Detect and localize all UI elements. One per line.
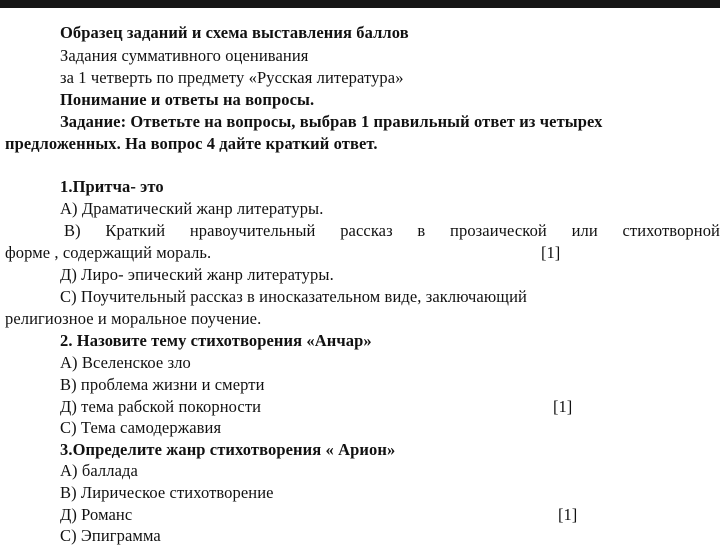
q1-option-a: А) Драматический жанр литературы. — [60, 199, 324, 218]
q1-option-c-line1: С) Поучительный рассказ в иносказательном виде, заключающий — [60, 287, 527, 306]
document-title: Образец заданий и схема выставления баллов — [60, 23, 409, 42]
q3-option-d: Д) Романс — [60, 505, 133, 524]
question-3: 3.Определите жанр стихотворения « Арион» — [60, 440, 396, 459]
q1-score-mark: [1] — [541, 243, 561, 262]
subtitle-subject: за 1 четверть по предмету «Русская литература» — [60, 68, 404, 87]
subtitle-assessment: Задания суммативного оценивания — [60, 46, 309, 65]
q2-option-b: В) проблема жизни и смерти — [60, 375, 265, 394]
q2-option-c: С) Тема самодержавия — [60, 418, 222, 437]
question-1-text: 1.Притча- это — [60, 177, 164, 196]
q1-option-b-line1: В) Краткий нравоучительный рассказ в прозаической или стихотворной — [64, 221, 720, 240]
q2-score-mark: [1] — [553, 397, 573, 416]
q2-option-a: А) Вселенское зло — [60, 353, 191, 372]
q2-option-d: Д) тема рабской покорности — [60, 397, 262, 416]
q1-option-c-line2: религиозное и моральное поучение. — [5, 309, 262, 328]
question-2: 2. Назовите тему стихотворения «Анчар» — [60, 331, 372, 350]
q3-option-a: А) баллада — [60, 461, 138, 480]
task-instruction-line2: предложенных. На вопрос 4 дайте краткий ответ. — [5, 134, 378, 153]
q1-option-d: Д) Лиро- эпический жанр литературы. — [60, 265, 334, 284]
q3-score-mark: [1] — [558, 505, 578, 524]
task-instruction-line1: Задание: Ответьте на вопросы, выбрав 1 правильный ответ из четырех — [60, 112, 603, 131]
section-heading: Понимание и ответы на вопросы. — [60, 90, 315, 109]
q3-option-c: С) Эпиграмма — [60, 526, 161, 545]
q3-option-b: В) Лирическое стихотворение — [60, 483, 274, 502]
question-1 — [60, 177, 164, 197]
top-dark-strip — [0, 0, 720, 8]
q1-option-b-line2: форме , содержащий мораль. — [5, 243, 212, 262]
